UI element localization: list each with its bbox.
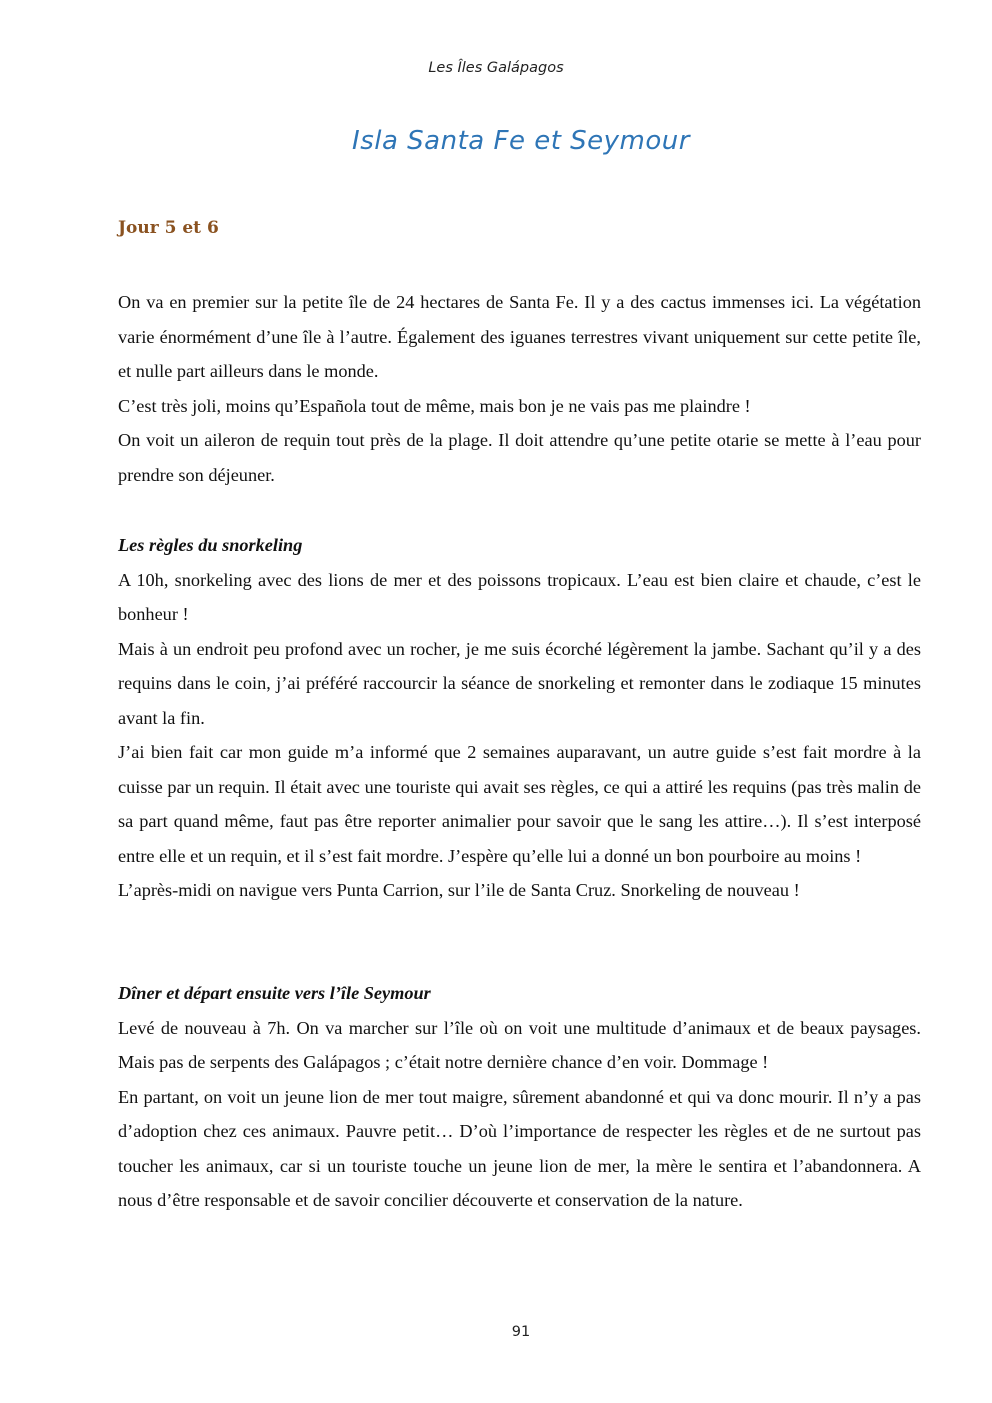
day-heading: Jour 5 et 6 [118, 218, 219, 238]
section-heading: Dîner et départ ensuite vers l’île Seymour [118, 983, 431, 1003]
paragraph: L’après-midi on navigue vers Punta Carrion, sur l’ile de Santa Cruz. Snorkeling de nouveau ! [118, 880, 800, 900]
paragraph: J’ai bien fait car mon guide m’a informé que 2 semaines auparavant, un autre guide s’est fait mordre à la cuisse par un requin. Il était avec une touriste qui avait ses règles, ce qui a attiré les requins (pas très malin de sa part quand même, faut pas être reporter animalier pour savoir que le sang les attire…). Il s’est interposé entre elle et un requin, et il s’est fait mordre. J’espère qu’elle lui a donné un bon pourboire au moins ! [118, 742, 921, 866]
seymour-section [118, 976, 921, 1218]
section-heading: Les règles du snorkeling [118, 535, 303, 555]
paragraph: C’est très joli, moins qu’Española tout de même, mais bon je ne vais pas me plaindre ! [118, 395, 751, 416]
paragraph: Mais à un endroit peu profond avec un rocher, je me suis écorché légèrement la jambe. Sachant qu’il y a des requins dans le coin, j’ai préféré raccourcir la séance de snorkeling et remonter dans le zodiaque 15 minutes avant la fin. [118, 638, 921, 728]
intro-section [118, 285, 921, 492]
paragraph: On va en premier sur la petite île de 24 hectares de Santa Fe. Il y a des cactus immenses ici. La végétation varie énormément d’une île à l’autre. Également des iguanes terrestres vivant uniquement sur cette petite île, et nulle part ailleurs dans le monde. [118, 292, 921, 381]
snorkeling-section [118, 528, 921, 908]
paragraph: A 10h, snorkeling avec des lions de mer et des poissons tropicaux. L’eau est bien claire et chaude, c’est le bonheur ! [118, 569, 921, 624]
paragraph: Levé de nouveau à 7h. On va marcher sur l’île où on voit une multitude d’animaux et de beaux paysages. Mais pas de serpents des Galápagos ; c’était notre dernière chance d’en voir. Dommage ! [118, 1017, 921, 1072]
chapter-title: Isla Santa Fe et Seymour [352, 126, 690, 156]
running-header: Les Îles Galápagos [428, 60, 564, 76]
page-number: 91 [511, 1324, 531, 1340]
paragraph: En partant, on voit un jeune lion de mer tout maigre, sûrement abandonné et qui va donc mourir. Il n’y a pas d’adoption chez ces animaux. Pauvre petit… D’où l’importance de respecter les règles et de ne surtout pas toucher les animaux, car si un touriste touche un jeune lion de mer, la mère le sentira et l’abandonnera. A nous d’être responsable et de savoir concilier découverte et conservation de la nature. [118, 1086, 921, 1210]
paragraph: On voit un aileron de requin tout près de la plage. Il doit attendre qu’une petite otarie se mette à l’eau pour prendre son déjeuner. [118, 430, 921, 485]
